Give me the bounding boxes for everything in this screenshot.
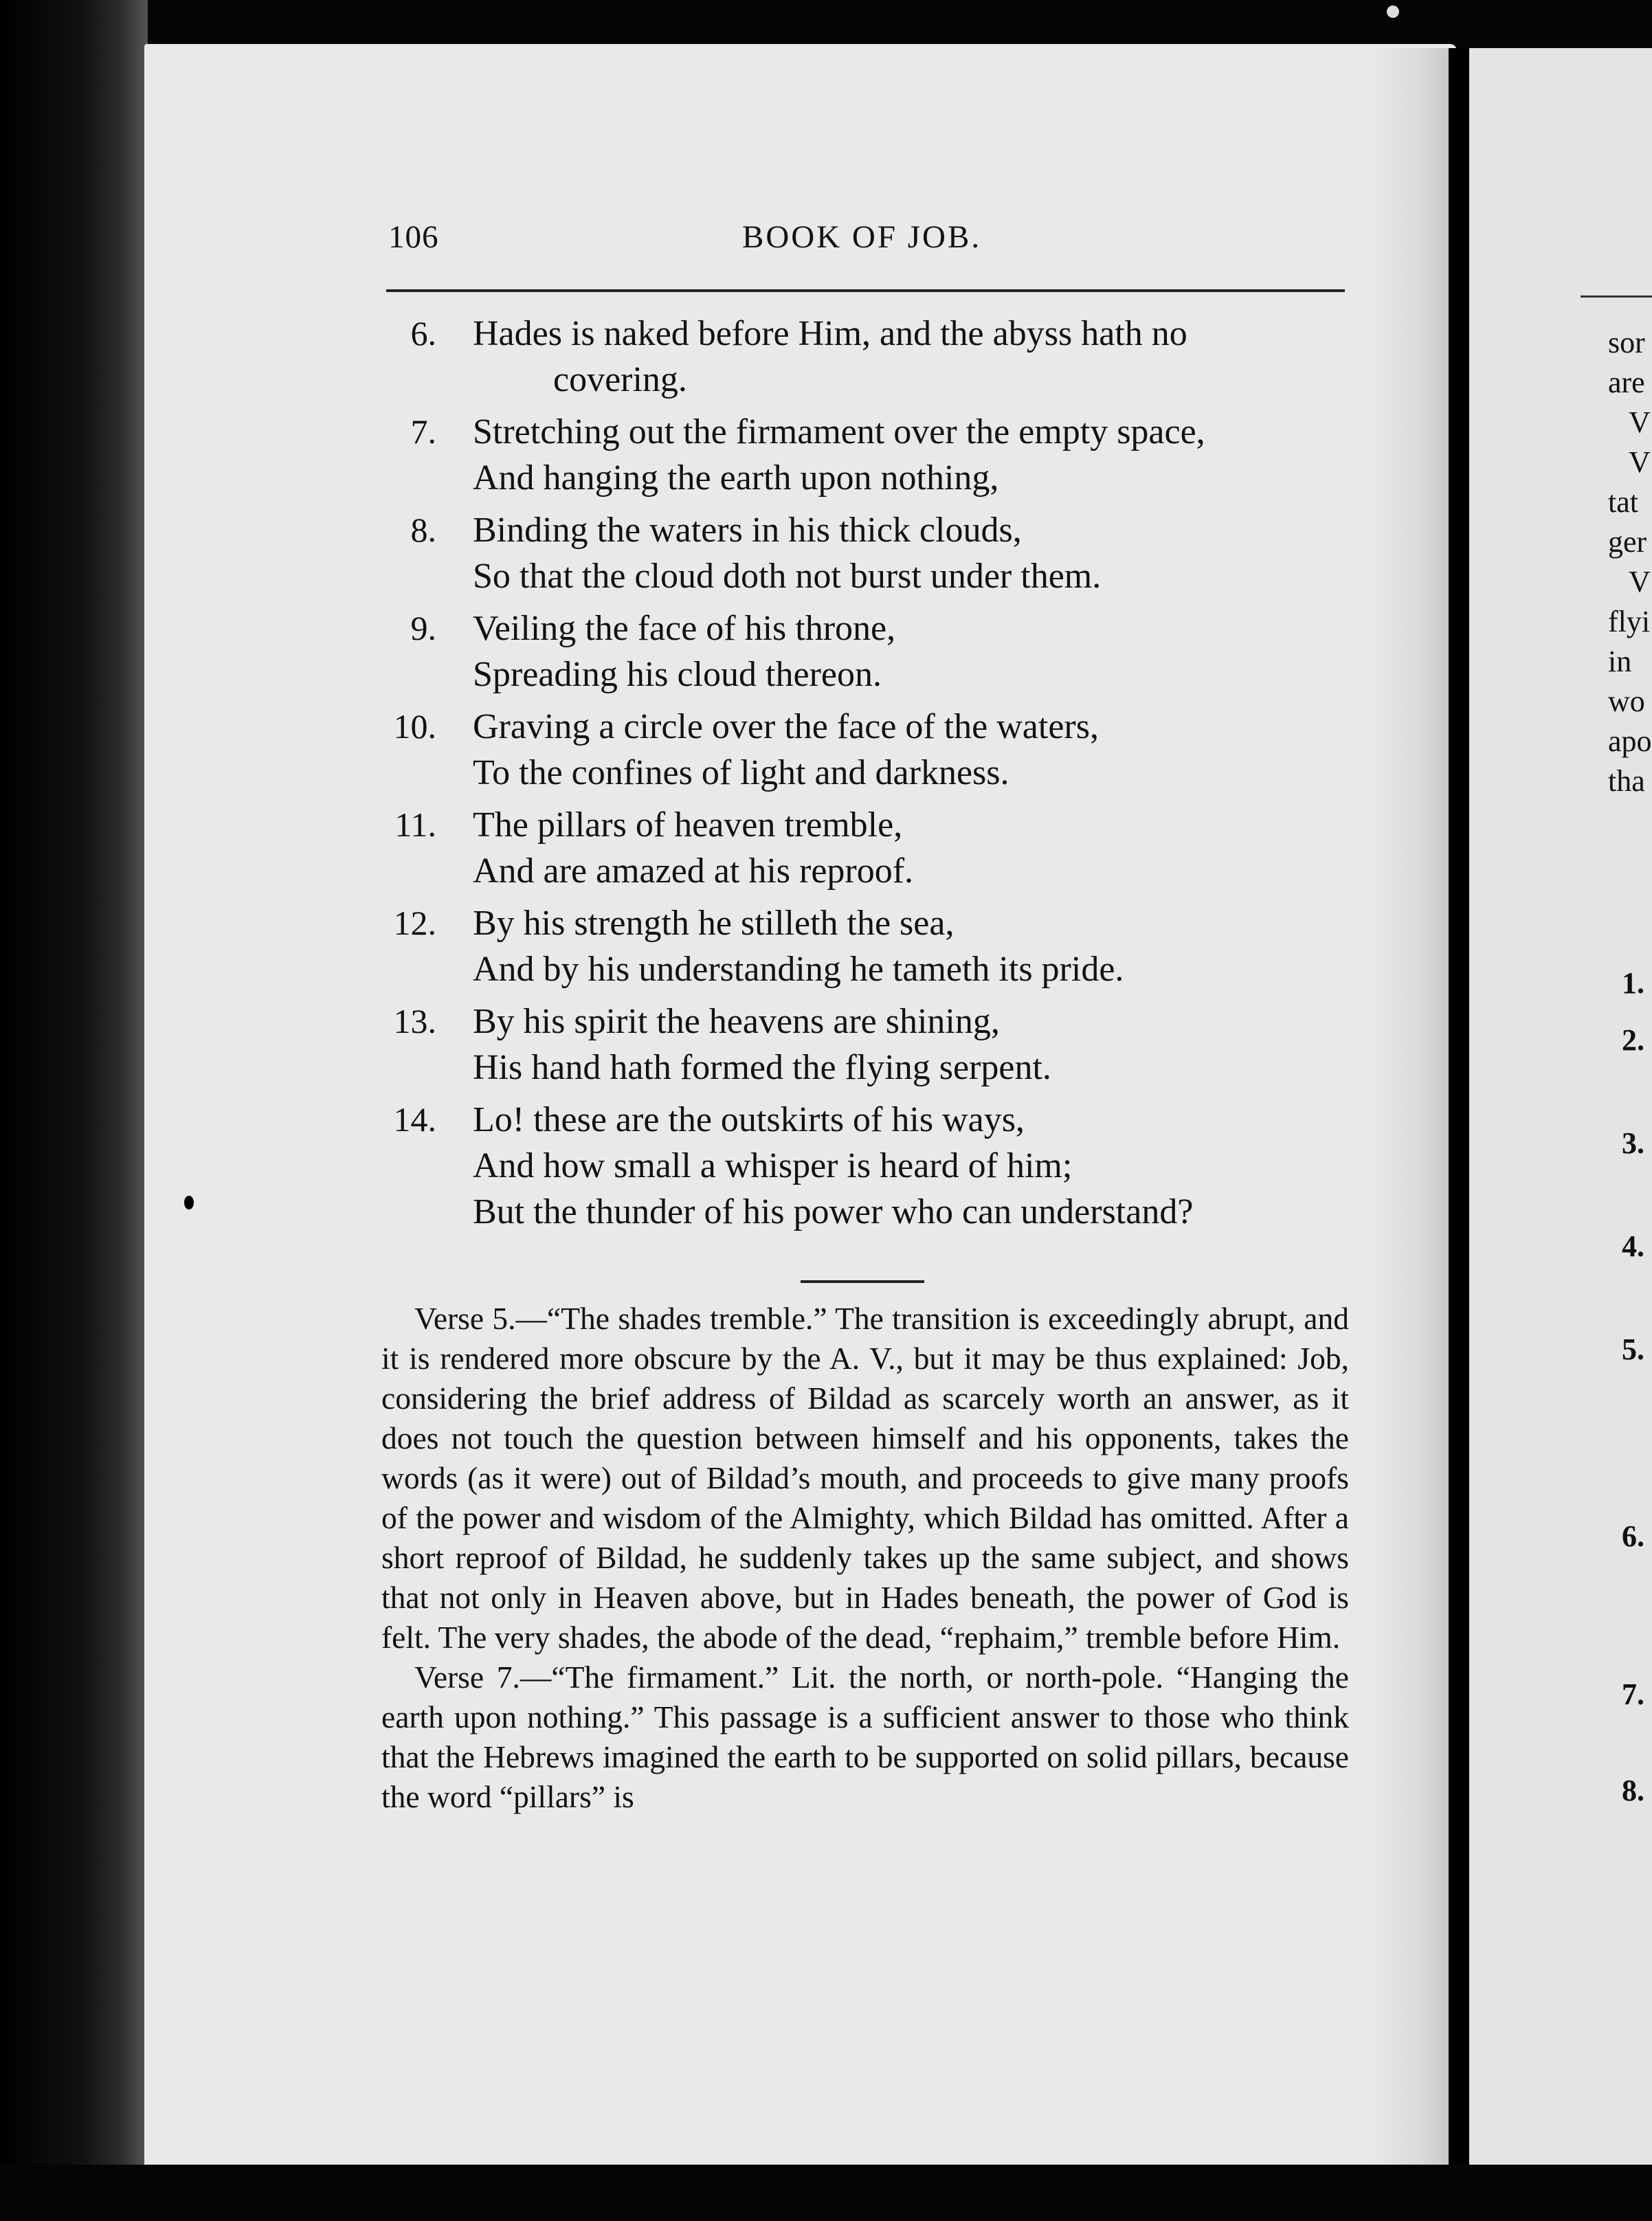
verse xyxy=(371,900,1361,992)
facing-page-number: 8. xyxy=(1622,1774,1644,1807)
ink-speck xyxy=(1387,5,1399,18)
verse-line: Spreading his cloud thereon. xyxy=(473,655,882,694)
verse-number: 9. xyxy=(410,609,436,647)
verse-line: So that the cloud doth not burst under them. xyxy=(473,557,1102,596)
verse-line: Veiling the face of his throne, xyxy=(473,609,896,648)
facing-page-fragment: tha xyxy=(1608,764,1645,798)
verse-line: covering. xyxy=(553,360,687,399)
verse-number: 14. xyxy=(393,1100,436,1139)
facing-page-number: 7. xyxy=(1622,1677,1644,1711)
page-number: 106 xyxy=(388,219,439,255)
commentary-paragraph: Verse 5.—“The shades tremble.” The transition is exceedingly abrupt, and it is rendered more obscure by the A. V., but it may be thus explained: Job, considering the brief address of Bildad as scarcely worth an answer, as it does not touch the question between himself and his opponents, takes the words (as it were) out of Bildad’s mouth, and proceeds to give many proofs of the power and wisdom of the Almighty, which Bildad has omitted. After a short reproof of Bildad, he suddenly takes up the same subject, and shows that not only in Heaven above, but in Hades beneath, the power of God is felt. The very shades, the abode of the dead, “rephaim,” tremble before Him. xyxy=(381,1301,1349,1655)
facing-page-fragment: flyi xyxy=(1608,605,1651,638)
verse-line: The pillars of heaven tremble, xyxy=(473,805,903,845)
book-gutter xyxy=(1449,48,1469,2178)
verse xyxy=(371,507,1361,599)
facing-page-number: 2. xyxy=(1622,1023,1644,1057)
verse-number: 6. xyxy=(410,314,436,353)
scan-border-top xyxy=(0,0,1652,48)
verse-line: And hanging the earth upon nothing, xyxy=(473,458,999,498)
verse-line: Hades is naked before Him, and the abyss hath no xyxy=(473,314,1187,353)
facing-page-fragment: tat xyxy=(1608,485,1638,519)
verse xyxy=(371,704,1361,796)
verse xyxy=(371,802,1361,894)
facing-page-number: 1. xyxy=(1622,966,1644,1000)
verse-line: But the thunder of his power who can understand? xyxy=(473,1192,1194,1231)
verse xyxy=(371,605,1361,697)
verse-line: And how small a whisper is heard of him; xyxy=(473,1146,1073,1185)
facing-page-fragment: V xyxy=(1629,565,1651,599)
page-fold-shadow xyxy=(1368,48,1450,2165)
facing-page-fragment: sor xyxy=(1608,326,1645,359)
facing-page-number: 5. xyxy=(1622,1332,1644,1366)
facing-page-fragment: are xyxy=(1608,366,1645,399)
facing-page-fragment: apo xyxy=(1608,724,1652,758)
verse-number: 11. xyxy=(394,805,436,844)
verse xyxy=(371,998,1361,1091)
verse xyxy=(371,311,1361,403)
verse-number: 8. xyxy=(410,511,436,549)
facing-page-fragment: ger xyxy=(1608,525,1647,559)
verse-line: To the confines of light and darkness. xyxy=(473,753,1009,792)
verse-line: And by his understanding he tameth its pride. xyxy=(473,950,1124,989)
verse-line: Stretching out the firmament over the empty space, xyxy=(473,412,1205,451)
ink-speck xyxy=(184,1196,194,1209)
facing-page-number: 3. xyxy=(1622,1126,1644,1160)
verse-number: 13. xyxy=(393,1002,436,1040)
verse-list xyxy=(371,311,1361,1241)
verse xyxy=(371,1097,1361,1235)
facing-page-fragment: in xyxy=(1608,645,1632,678)
verse-line: By his spirit the heavens are shining, xyxy=(473,1002,1000,1041)
facing-page-fragment: V xyxy=(1629,445,1651,479)
verse-number: 12. xyxy=(393,904,436,942)
facing-page-fragment: V xyxy=(1629,405,1651,439)
verse-line: Graving a circle over the face of the waters, xyxy=(473,707,1099,746)
verse-line: Lo! these are the outskirts of his ways, xyxy=(473,1100,1025,1139)
commentary-paragraph: Verse 7.—“The firmament.” Lit. the north, or north-pole. “Hanging the earth upon nothing.” This passage is a sufficient answer to those who think that the Hebrews imagined the earth to be supported on solid pillars, because the word “pillars” is xyxy=(381,1660,1349,1814)
page-title: BOOK OF JOB. xyxy=(742,219,982,255)
facing-page-number: 6. xyxy=(1622,1519,1644,1553)
verse-line: Binding the waters in his thick clouds, xyxy=(473,511,1022,550)
verse-line: His hand hath formed the flying serpent. xyxy=(473,1048,1051,1087)
facing-page-number: 4. xyxy=(1622,1229,1644,1263)
verse-line: And are amazed at his reproof. xyxy=(473,851,914,891)
verse-line: By his strength he stilleth the sea, xyxy=(473,904,955,943)
facing-page-text xyxy=(1608,323,1652,801)
commentary xyxy=(381,1299,1349,1817)
section-divider xyxy=(801,1280,924,1283)
scan-border-bottom xyxy=(0,2165,1652,2221)
facing-page-fragment: wo xyxy=(1608,684,1645,718)
header-rule xyxy=(386,289,1345,292)
verse-number: 10. xyxy=(393,707,436,746)
facing-page-rule xyxy=(1581,295,1652,298)
verse-number: 7. xyxy=(410,412,436,451)
book-page-edges xyxy=(0,0,148,2221)
verse xyxy=(371,409,1361,501)
